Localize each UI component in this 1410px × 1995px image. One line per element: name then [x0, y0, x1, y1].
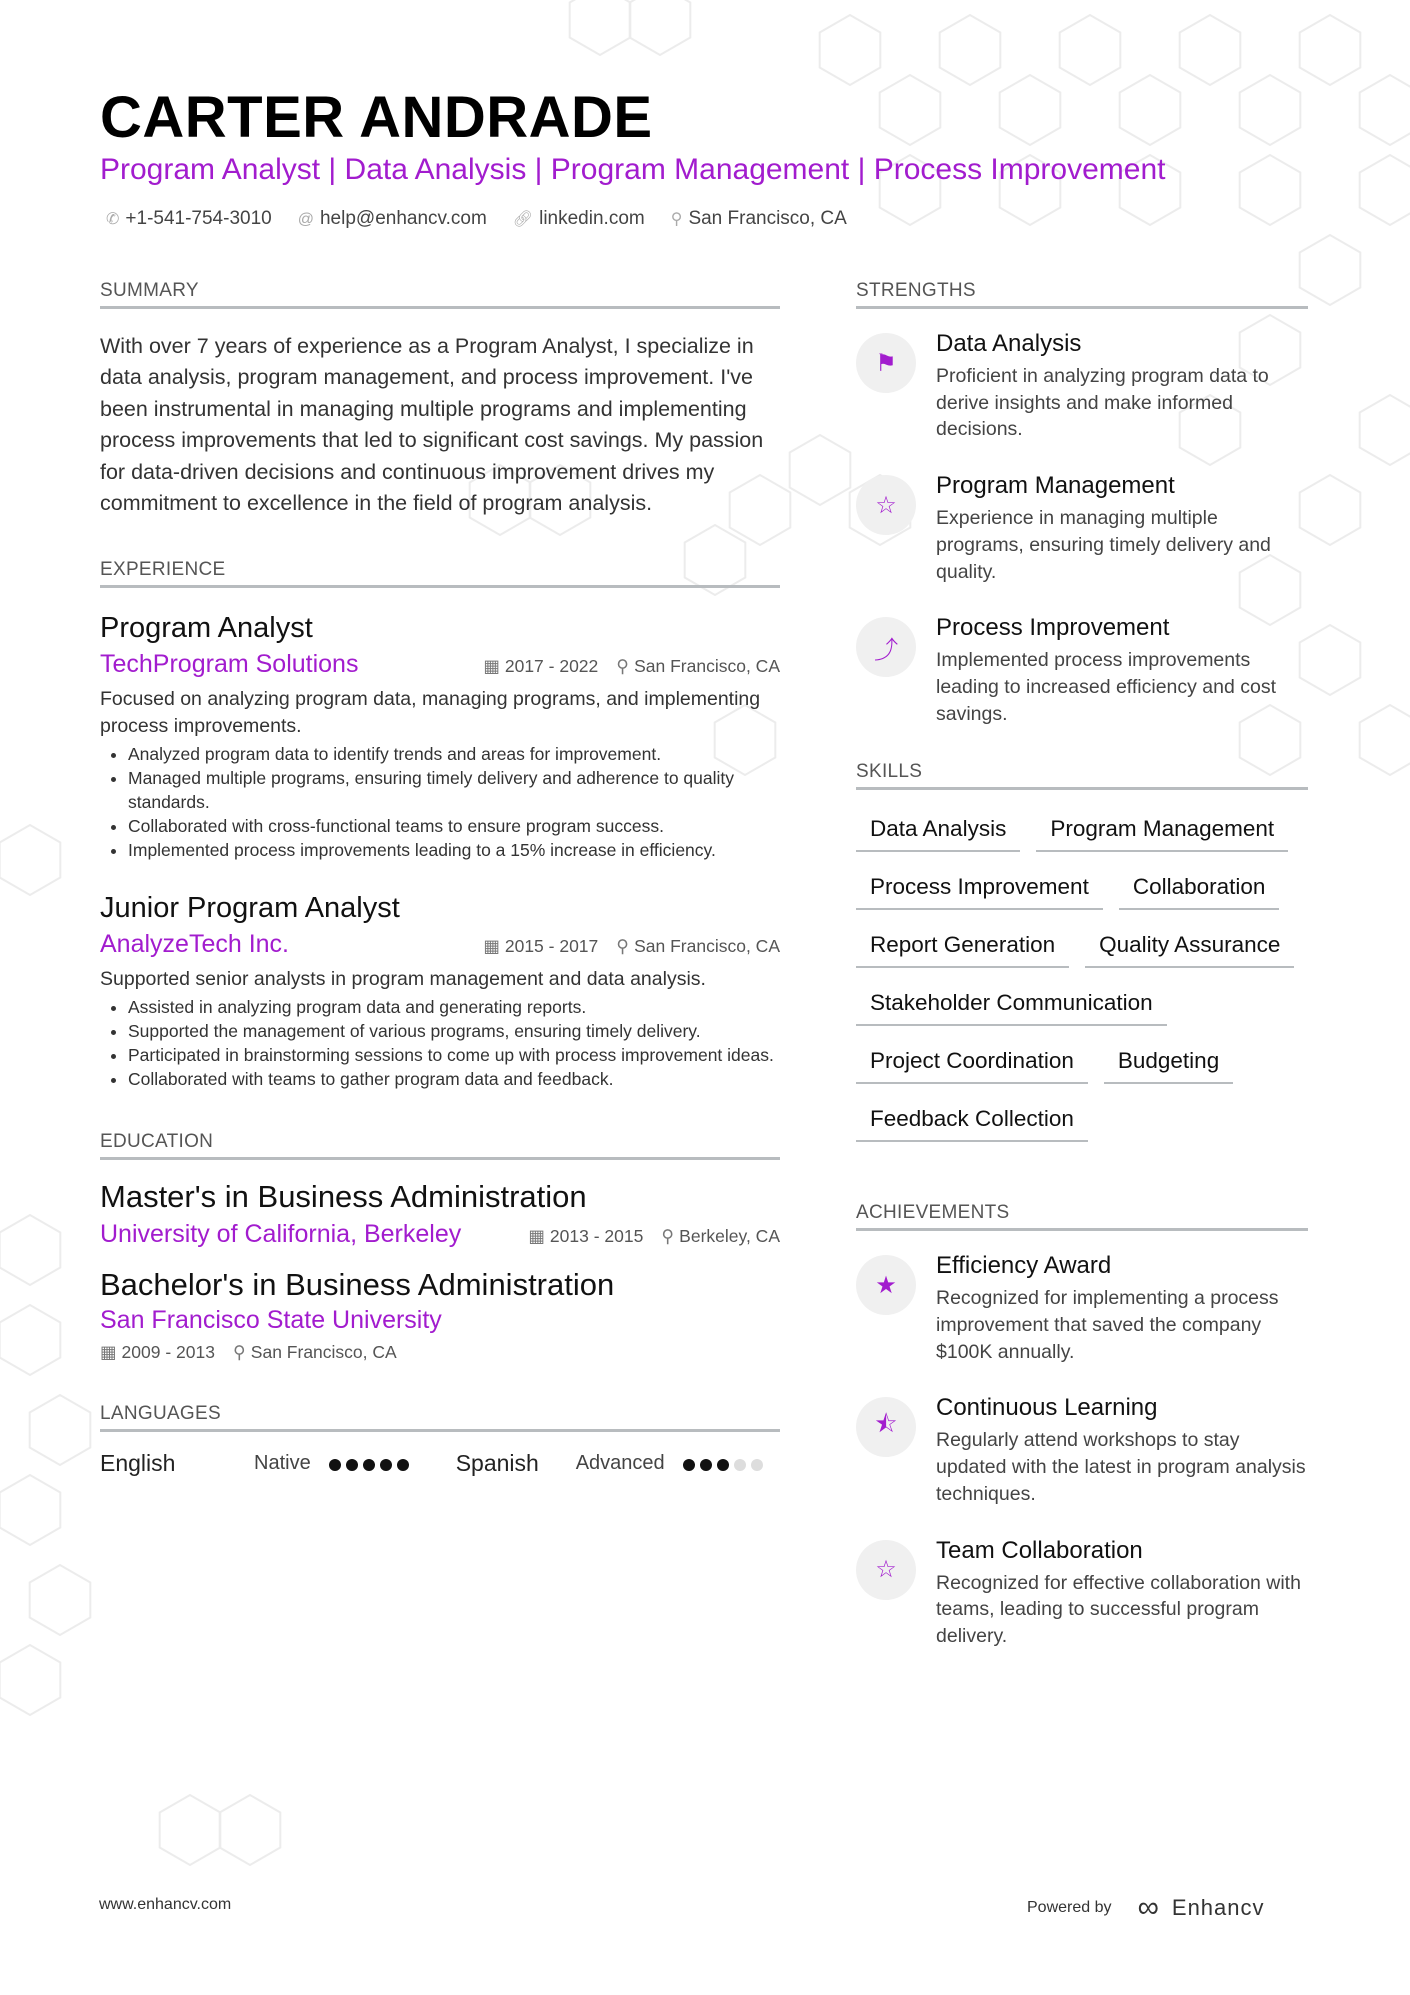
language-name: English: [100, 1450, 176, 1477]
degree: Master's in Business Administration: [100, 1179, 587, 1215]
hexagon-shape: [1360, 75, 1410, 145]
school: San Francisco State University: [100, 1306, 442, 1335]
hexagon-shape: [30, 1395, 91, 1465]
hexagon-shape: [1240, 75, 1301, 145]
hexagon-shape: [1300, 625, 1361, 695]
hexagon-shape: [630, 0, 691, 55]
school: University of California, Berkeley: [100, 1220, 462, 1249]
achievements-section: [856, 1202, 1308, 1649]
enhancv-logo[interactable]: ∞ Enhancv: [1137, 1891, 1265, 1924]
location: ⚲ San Francisco, CA: [670, 208, 847, 229]
job-bullets: [100, 995, 780, 1091]
company-name: AnalyzeTech Inc.: [100, 930, 289, 959]
hexagon-shape: [0, 825, 60, 895]
strengths-item: [856, 329, 1308, 443]
bullet: • Collaborated with teams to gather program data and feedback.: [128, 1067, 780, 1091]
hexagon-shape: [1360, 155, 1410, 225]
bullet: • Assisted in analyzing program data and generating reports.: [128, 995, 780, 1019]
section-heading: EDUCATION: [100, 1131, 780, 1160]
bullet: • Supported the management of various programs, ensuring timely delivery.: [128, 1019, 780, 1043]
skill-tag: Budgeting: [1104, 1048, 1233, 1084]
item-title: Continuous Learning: [936, 1394, 1158, 1422]
flag-icon: ⚑: [856, 333, 916, 393]
dates: 2009 - 2013: [121, 1342, 215, 1363]
skill-tag: Stakeholder Communication: [856, 990, 1167, 1026]
hexagon-shape: [940, 15, 1001, 85]
location: Berkeley, CA: [679, 1226, 780, 1247]
contact-row: [106, 208, 847, 230]
skill-tag: Data Analysis: [856, 816, 1020, 852]
item-description: Implemented process improvements leading to increased efficiency and cost savings.: [936, 649, 1277, 725]
job-title: Junior Program Analyst: [100, 892, 400, 925]
section-heading: SKILLS: [856, 761, 1308, 790]
achievements-item: [856, 1251, 1308, 1365]
degree: Bachelor's in Business Administration: [100, 1267, 615, 1303]
item-title: Data Analysis: [936, 330, 1082, 357]
item-description: Proficient in analyzing program data to derive insights and make informed decisions.: [936, 365, 1269, 441]
summary-section: [100, 280, 780, 519]
language-rating: [683, 1450, 768, 1477]
section-heading: EXPERIENCE: [100, 559, 780, 588]
job-title: Program Analyst: [100, 612, 313, 645]
hexagon-shape: [570, 0, 631, 55]
rating-dot: [363, 1459, 375, 1471]
rating-dot: [734, 1459, 746, 1471]
calendar-icon: ▦: [483, 936, 500, 957]
job-description: Focused on analyzing program data, managing programs, and implementing process improvements.: [100, 688, 761, 738]
bullet: • Analyzed program data to identify trends and areas for improvement.: [128, 742, 780, 766]
item-title: Efficiency Award: [936, 1252, 1112, 1280]
item-title: Program Management: [936, 472, 1175, 500]
rating-dot: [397, 1459, 409, 1471]
hexagon-shape: [0, 1215, 60, 1285]
item-title: Process Improvement: [936, 614, 1170, 642]
item-description: Recognized for effective collaboration with teams, leading to successful program delivery.: [936, 1571, 1301, 1647]
job-entry: [100, 890, 780, 1091]
item-description: Regularly attend workshops to stay updated with the latest in program analysis techniques.: [936, 1429, 1306, 1505]
candidate-title: Program Analyst | Data Analysis | Program Management | Process Improvement: [100, 153, 1166, 186]
calendar-icon: ▦: [100, 1342, 117, 1363]
job-entry: [100, 610, 780, 862]
phone-icon: ✆: [106, 211, 120, 228]
website-link[interactable]: www.enhancv.com: [99, 1896, 232, 1913]
summary-text: With over 7 years of experience as a Program Analyst, I specialize in data analysis, program management, and process improvement. I've been instrumental in managing multiple programs and implementing process improvements that led to significant cost savings. My passion for data-driven decisions and continuous improvement drives my commitment to excellence in the field of program analysis.: [100, 334, 764, 516]
rating-dot: [683, 1459, 695, 1471]
language-level: Advanced: [575, 1452, 665, 1475]
rating-dot: [380, 1459, 392, 1471]
section-heading: SUMMARY: [100, 280, 780, 309]
section-heading: LANGUAGES: [100, 1403, 780, 1432]
bullet: • Managed multiple programs, ensuring timely delivery and adherence to quality standards.: [128, 766, 780, 814]
languages-section: [100, 1403, 780, 1477]
location-pin-icon: ⚲: [232, 1342, 246, 1363]
item-description: Experience in managing multiple programs, ensuring timely delivery and quality.: [936, 507, 1271, 583]
bullet: • Implemented process improvements leading to a 15% increase in efficiency.: [128, 838, 780, 862]
hexagon-shape: [1180, 15, 1241, 85]
hexagon-shape: [30, 1565, 91, 1635]
skill-tag: Feedback Collection: [856, 1106, 1088, 1142]
rating-dot: [700, 1459, 712, 1471]
location: San Francisco, CA: [634, 936, 780, 957]
location: San Francisco, CA: [250, 1342, 397, 1363]
hexagon-shape: [0, 1305, 60, 1375]
candidate-name: CARTER ANDRADE: [100, 85, 653, 150]
section-heading: STRENGTHS: [856, 280, 1308, 309]
bullet: • Collaborated with cross-functional teams to ensure program success.: [128, 814, 780, 838]
strengths-item: [856, 613, 1308, 727]
hexagon-shape: [0, 1645, 60, 1715]
hexagon-shape: [160, 1795, 221, 1865]
job-description: Supported senior analysts in program management and data analysis.: [100, 968, 706, 991]
left-column: [100, 280, 780, 1477]
hexagon-shape: [0, 1475, 60, 1545]
calendar-icon: ▦: [528, 1226, 545, 1247]
achievements-item: [856, 1536, 1308, 1650]
phone: ✆ +1-541-754-3010: [106, 208, 272, 229]
hexagon-shape: [1300, 475, 1361, 545]
experience-section: [100, 559, 780, 1091]
skill-tag: Program Management: [1036, 816, 1288, 852]
company-name: TechProgram Solutions: [100, 650, 359, 679]
email[interactable]: @ help@enhancv.com: [297, 208, 487, 229]
skills-section: [856, 761, 1308, 1142]
rating-dot: [751, 1459, 763, 1471]
skill-tag: Quality Assurance: [1085, 932, 1294, 968]
star-outline-icon: ☆: [856, 475, 916, 535]
skill-tag: Report Generation: [856, 932, 1069, 968]
bullet: • Participated in brainstorming sessions to come up with process improvement ideas.: [128, 1043, 780, 1067]
hexagon-shape: [790, 435, 851, 505]
hexagon-shape: [1120, 75, 1181, 145]
skill-tag: Process Improvement: [856, 874, 1103, 910]
language-level: Native: [254, 1452, 311, 1475]
dates: 2013 - 2015: [549, 1226, 644, 1247]
hexagon-shape: [880, 75, 941, 145]
rating-dot: [346, 1459, 358, 1471]
rating-dot: [717, 1459, 729, 1471]
link[interactable]: 🔗︎ linkedin.com: [512, 208, 645, 229]
hexagon-shape: [1240, 155, 1301, 225]
achievements-item: [856, 1393, 1308, 1507]
strengths-section: [856, 280, 1308, 727]
hexagon-shape: [1000, 75, 1061, 145]
education-item: [100, 1266, 780, 1363]
dates: 2017 - 2022: [504, 656, 599, 677]
hexagon-shape: [1300, 235, 1361, 305]
strategy-icon: ⤴: [856, 617, 916, 677]
location-pin-icon: ⚲: [661, 1226, 675, 1247]
dates: 2015 - 2017: [504, 936, 599, 957]
location-pin-icon: ⚲: [616, 936, 630, 957]
location-pin-icon: ⚲: [670, 211, 683, 228]
skill-tag: Project Coordination: [856, 1048, 1088, 1084]
strengths-item: [856, 471, 1308, 585]
item-description: Recognized for implementing a process improvement that saved the company $100K annually.: [936, 1287, 1279, 1363]
hexagon-shape: [820, 15, 881, 85]
star-half-icon: ⯪: [856, 1397, 916, 1457]
language-rating: [329, 1450, 414, 1477]
powered-by-label: Powered by: [1027, 1899, 1112, 1916]
right-column: [856, 280, 1308, 1678]
star-filled-icon: ★: [856, 1255, 916, 1315]
hexagon-shape: [1360, 395, 1410, 465]
language-name: Spanish: [455, 1450, 539, 1477]
location-pin-icon: ⚲: [616, 656, 630, 677]
hexagon-shape: [1060, 15, 1121, 85]
star-outline-icon: ☆: [856, 1540, 916, 1600]
location: San Francisco, CA: [634, 656, 780, 677]
hexagon-shape: [1360, 705, 1410, 775]
education-item: [100, 1178, 780, 1250]
rating-dot: [329, 1459, 341, 1471]
language-item: [456, 1450, 768, 1477]
job-bullets: [100, 742, 780, 862]
skill-tag: Collaboration: [1119, 874, 1280, 910]
hexagon-shape: [1300, 15, 1361, 85]
education-section: [100, 1131, 780, 1363]
calendar-icon: ▦: [483, 656, 500, 677]
hexagon-shape: [220, 1795, 281, 1865]
item-title: Team Collaboration: [936, 1536, 1143, 1564]
at-icon: @: [297, 211, 314, 228]
language-item: [100, 1450, 414, 1477]
link-icon: 🔗︎: [512, 211, 534, 228]
section-heading: ACHIEVEMENTS: [856, 1202, 1308, 1231]
powered-by: [1027, 1891, 1265, 1925]
infinity-logo-icon: ∞: [1137, 1891, 1160, 1924]
